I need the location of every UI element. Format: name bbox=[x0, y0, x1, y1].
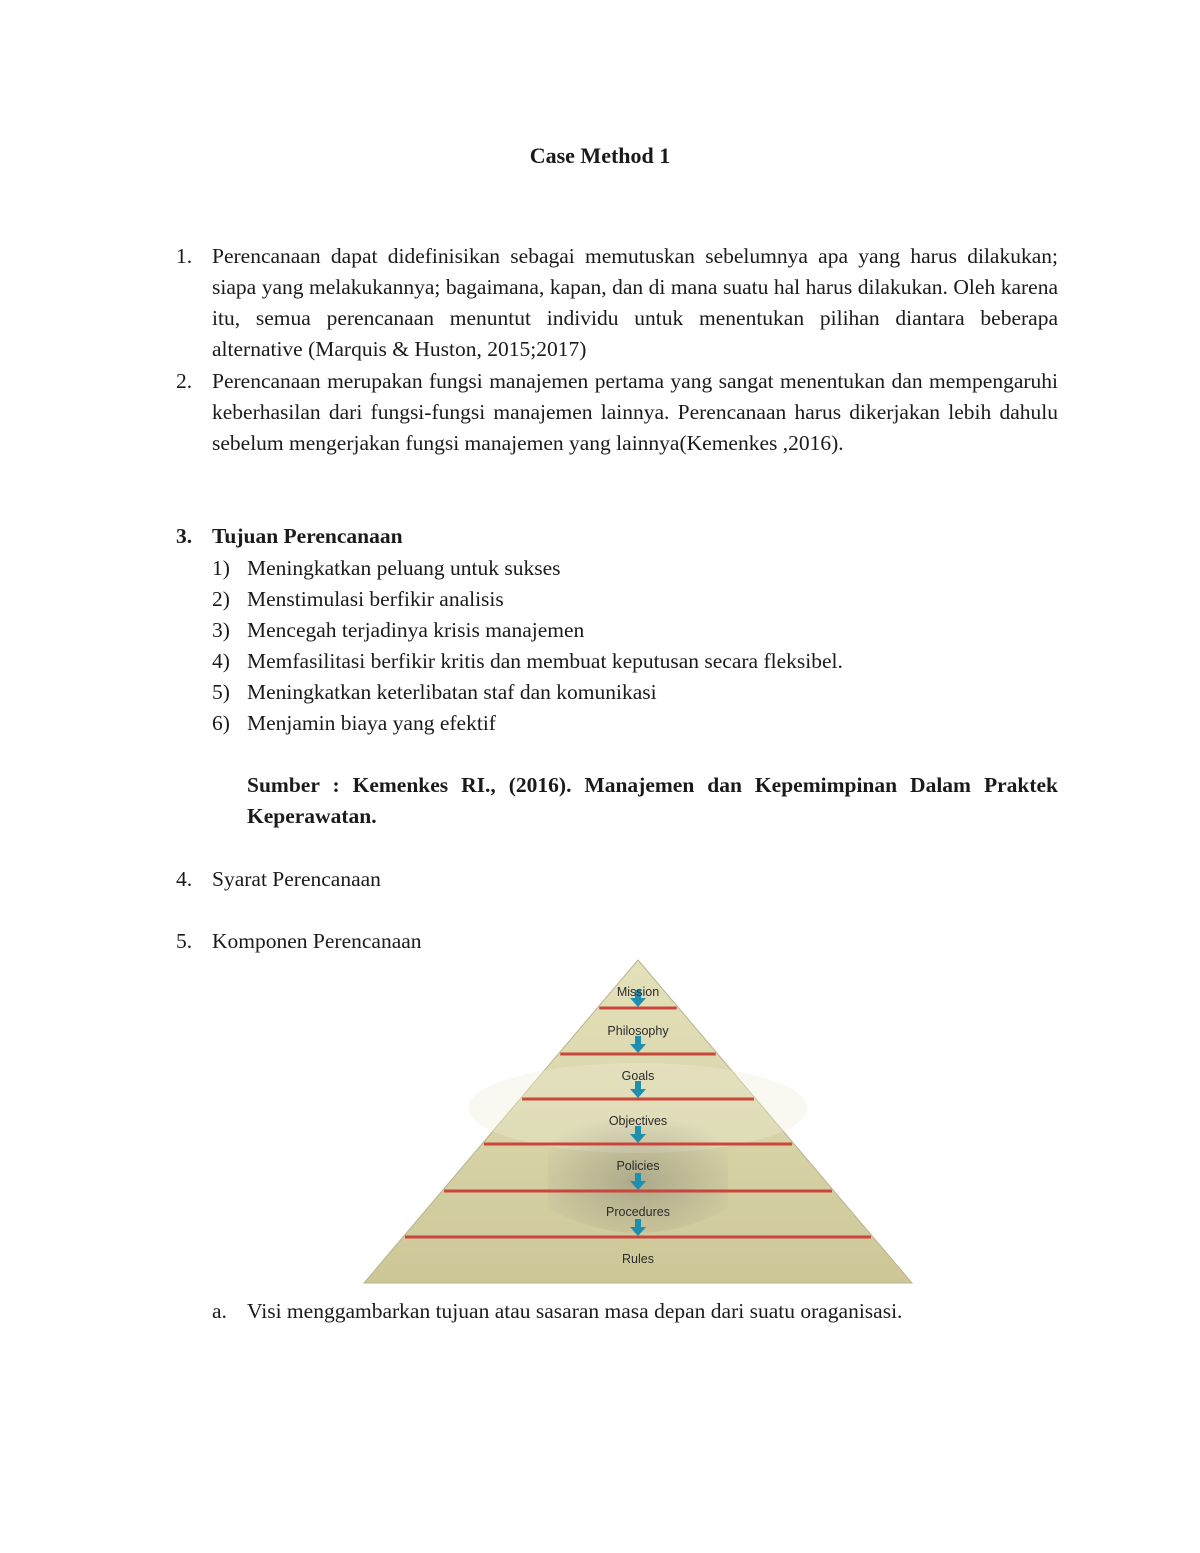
sub-item-text: Menjamin biaya yang efektif bbox=[247, 711, 496, 735]
section-number: 3. bbox=[176, 524, 193, 548]
source-citation: Sumber : Kemenkes RI., (2016). Manajemen dan Kepemimpinan Dalam Praktek Keperawatan. bbox=[247, 773, 1058, 828]
pyramid-level-label: Objectives bbox=[608, 1114, 668, 1128]
pyramid-level-label: Rules bbox=[622, 1252, 654, 1266]
section-4 bbox=[176, 864, 1058, 895]
pyramid-level-label: Goals bbox=[621, 1069, 655, 1083]
list-item-text: Perencanaan dapat didefinisikan sebagai memutuskan sebelumnya apa yang harus dilakukan; siapa yang melakukannya; bagaimana, kapan, dan di mana suatu hal harus dilakukan. Oleh karena itu, semua perencanaan menuntut individu untuk menentukan pilihan diantara beberapa alternative (Marquis & Huston, 2015;2017) bbox=[212, 244, 1058, 361]
sub-item-text: Menstimulasi berfikir analisis bbox=[247, 587, 504, 611]
sub-item-number: 3) bbox=[212, 618, 230, 642]
sub-item-6 bbox=[212, 708, 496, 739]
pyramid-level-label: Policies bbox=[616, 1159, 660, 1173]
section-number: 4. bbox=[176, 867, 193, 891]
section-number: 5. bbox=[176, 929, 193, 953]
sub-item-a bbox=[212, 1296, 902, 1327]
planning-hierarchy-pyramid bbox=[360, 958, 916, 1288]
sub-item-text: Meningkatkan peluang untuk sukses bbox=[247, 556, 561, 580]
sub-item-number: 2) bbox=[212, 587, 230, 611]
sub-item-5 bbox=[212, 677, 657, 708]
pyramid-level-label: Procedures bbox=[606, 1205, 670, 1219]
sub-item-3 bbox=[212, 615, 584, 646]
section-5 bbox=[176, 926, 1058, 957]
sub-item-letter: a. bbox=[212, 1299, 227, 1323]
sub-item-4 bbox=[212, 646, 843, 677]
list-item-1 bbox=[176, 241, 1058, 365]
section-heading-text: Tujuan Perencanaan bbox=[212, 524, 403, 548]
sub-item-text: Visi menggambarkan tujuan atau sasaran masa depan dari suatu oraganisasi. bbox=[247, 1299, 903, 1323]
sub-item-number: 6) bbox=[212, 711, 230, 735]
page-title: Case Method 1 bbox=[529, 143, 671, 168]
sub-item-1 bbox=[212, 553, 561, 584]
list-item-number: 1. bbox=[176, 244, 193, 268]
list-item-text: Perencanaan merupakan fungsi manajemen pertama yang sangat menentukan dan mempengaruhi keberhasilan dari fungsi-fungsi manajemen lainnya. Perencanaan harus dikerjakan lebih dahulu sebelum mengerjakan fungsi manajemen yang lainnya(Kemenkes ,2016). bbox=[212, 369, 1058, 455]
pyramid-level-label: Philosophy bbox=[607, 1024, 669, 1038]
sub-item-text: Memfasilitasi berfikir kritis dan membuat keputusan secara fleksibel. bbox=[247, 649, 843, 673]
section-text: Syarat Perencanaan bbox=[212, 867, 381, 891]
sub-item-number: 4) bbox=[212, 649, 230, 673]
section-text: Komponen Perencanaan bbox=[212, 929, 422, 953]
sub-item-number: 1) bbox=[212, 556, 230, 580]
section-3-heading bbox=[176, 521, 1058, 552]
sub-item-2 bbox=[212, 584, 504, 615]
sub-item-number: 5) bbox=[212, 680, 230, 704]
pyramid-level-label: Mission bbox=[616, 985, 660, 999]
list-item-number: 2. bbox=[176, 369, 193, 393]
sub-item-text: Mencegah terjadinya krisis manajemen bbox=[247, 618, 585, 642]
sub-item-text: Meningkatkan keterlibatan staf dan komunikasi bbox=[247, 680, 657, 704]
list-item-2 bbox=[176, 366, 1058, 459]
